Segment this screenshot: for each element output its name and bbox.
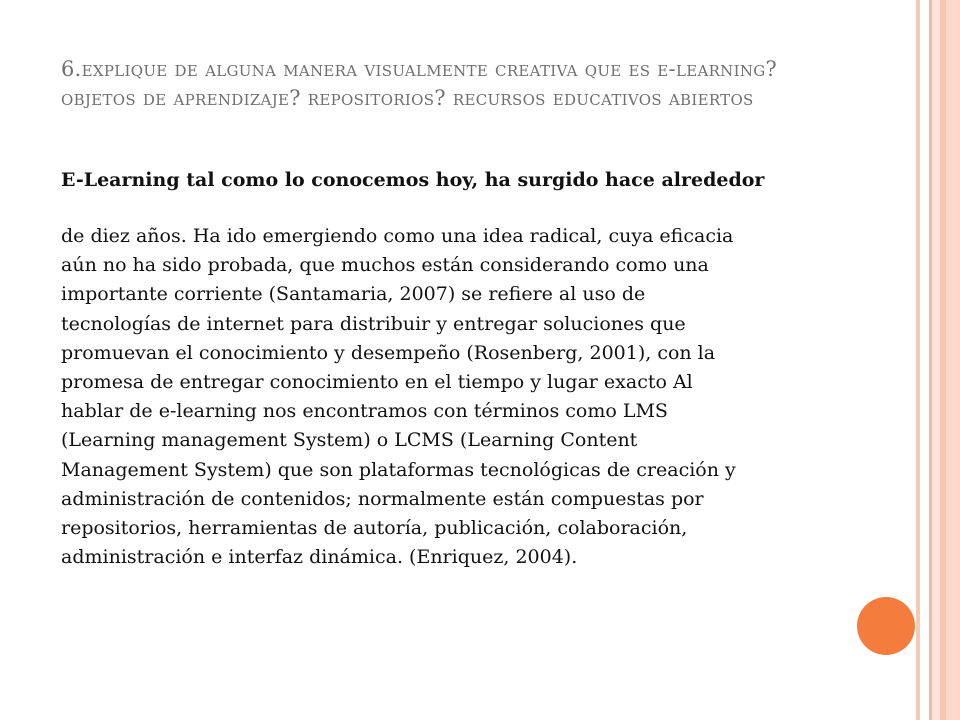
slide-title-number: 6. [61, 57, 82, 81]
body-line: administración de contenidos; normalmente están compuestas por [61, 487, 704, 510]
body-line: Management System) que son plataformas tecnológicas de creación y [61, 458, 736, 481]
body-heading: E-Learning tal como lo conocemos hoy, ha surgido hace alrededor [61, 169, 765, 191]
body-line: repositorios, herramientas de autoría, publicación, colaboración, [61, 516, 688, 539]
stripe [946, 0, 960, 720]
slide-title [61, 55, 821, 113]
body-line: hablar de e-learning nos encontramos con términos como LMS [61, 400, 668, 423]
body-line: (Learning management System) o LCMS (Learning Content [61, 429, 638, 452]
body-line: promuevan el conocimiento y desempeño (Rosenberg, 2001), con la [61, 341, 716, 364]
body-line: tecnologías de internet para distribuir y entregar soluciones que [61, 312, 686, 335]
body-line: aún no ha sido probada, que muchos están considerando como una [61, 254, 709, 277]
decorative-orange-circle [857, 597, 915, 655]
body-line: importante corriente (Santamaria, 2007) se refiere al uso de [61, 283, 646, 306]
slide-title-text: explique de alguna manera visualmente creativa que es e-learning? objetos de aprendizaje? repositorios? recursos educativos abiertos [61, 57, 778, 110]
stripe [920, 0, 929, 720]
body-line: administración e interfaz dinámica. (Enriquez, 2004). [61, 546, 578, 569]
body-line: de diez años. Ha ido emergiendo como una idea radical, cuya eficacia [61, 225, 734, 247]
stripe [932, 0, 940, 720]
decorative-side-stripes [916, 0, 960, 720]
body-line: promesa de entregar conocimiento en el tiempo y lugar exacto Al [61, 370, 693, 393]
body-text [61, 222, 821, 572]
